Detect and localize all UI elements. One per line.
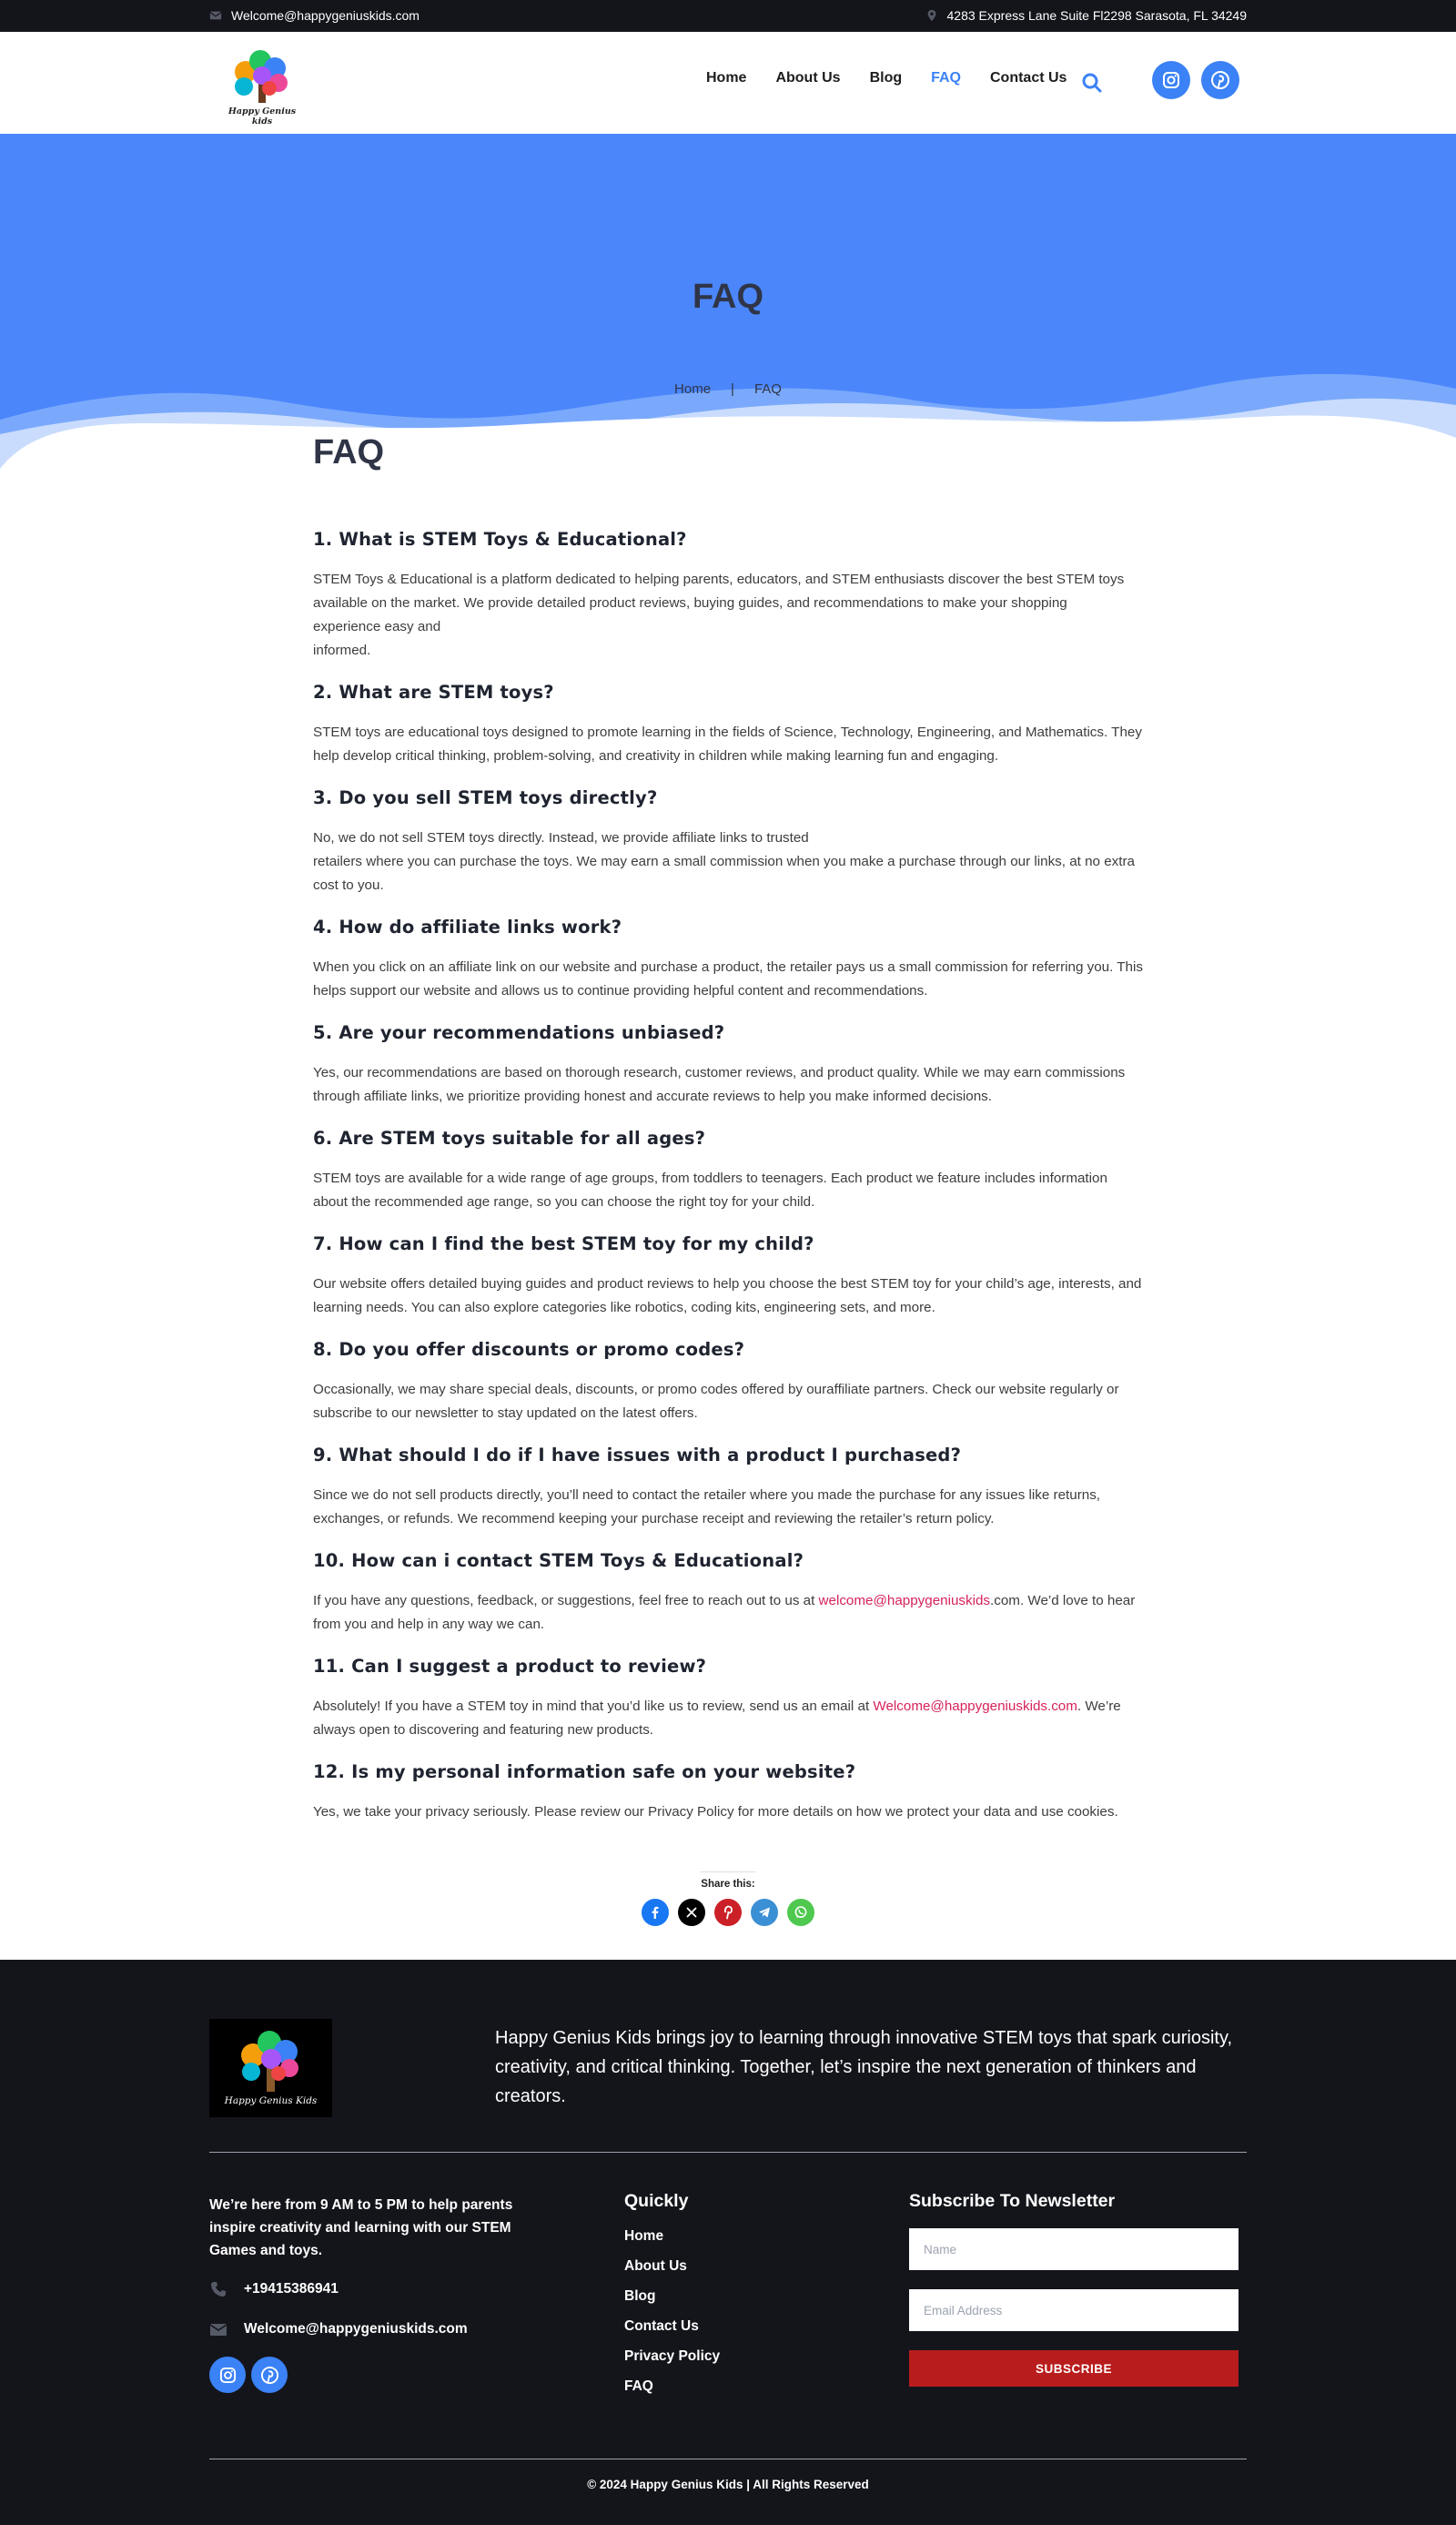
faq-answer: Yes, our recommendations are based on thorough research, customer reviews, and product quality. While we may earn commissions through affiliate links, we prioritize providing honest and accurate reviews to help you make informed decisions. [313,1065,1126,1104]
faq-answer: STEM Toys & Educational is a platform dedicated to helping parents, educators, and STEM enthusiasts discover the best STEM toys available on the market. We provide detailed product reviews, buying guides, and recommendations to make your shopping experience easy and informed. [313,568,1132,663]
header-social [1152,61,1239,99]
faq-item [313,1445,1143,1531]
faq-item [313,1550,1143,1637]
instagram-icon [1162,71,1180,89]
footer-pinterest-button[interactable] [251,2357,288,2393]
newsletter-email-input[interactable]: Email Address [909,2289,1239,2331]
faq-item [313,682,1143,768]
footer-phone[interactable]: +19415386941 [209,2280,537,2298]
footer-divider [209,2152,1247,2153]
faq-item [313,917,1143,1003]
faq-question: 7. How can I find the best STEM toy for my child? [313,1233,814,1254]
faq-item [313,1656,1143,1742]
nav-faq[interactable]: FAQ [931,70,961,86]
topbar-address [925,8,1247,23]
faq-item [313,1128,1143,1214]
faq-item [313,787,1143,897]
pinterest-icon [722,1905,734,1920]
faq-item [313,1339,1143,1425]
nav-blog[interactable]: Blog [869,70,903,86]
subscribe-button[interactable]: SUBSCRIBE [909,2350,1239,2387]
footer-quick-links [624,2191,720,2408]
footer-link-faq[interactable]: FAQ [624,2378,653,2394]
pinterest-button[interactable] [1201,61,1239,99]
faq-answer: Absolutely! If you have a STEM toy in mind that you’d like us to review, send us an email at Welcome@happygeniuskids.com. We’re always open to discovering and featuring new products. [313,1699,1121,1738]
x-icon [685,1906,698,1919]
share-pinterest-button[interactable] [714,1899,742,1926]
whatsapp-icon [794,1905,808,1920]
faq-answer: Since we do not sell products directly, you’ll need to contact the retailer where you made the purchase for any issues like returns, exchanges, or refunds. We recommend keeping your purchase receipt and reviewing the retailer’s return policy. [313,1487,1101,1526]
footer-link-blog[interactable]: Blog [624,2288,656,2304]
share-x-button[interactable] [678,1899,705,1926]
faq-question: 4. How do affiliate links work? [313,917,622,938]
nav-contact-us[interactable]: Contact Us [990,70,1067,86]
faq-answer: Yes, we take your privacy seriously. Please review our Privacy Policy for more details on how we protect your data and use cookies. [313,1804,1118,1820]
topbar-email[interactable] [209,8,420,23]
map-pin-icon [925,9,938,22]
instagram-icon [219,2367,237,2384]
share-telegram-button[interactable] [751,1899,778,1926]
faq-question: 1. What is STEM Toys & Educational? [313,529,687,550]
envelope-icon [209,2320,228,2338]
search-icon[interactable] [1081,72,1103,94]
newsletter-title: Subscribe To Newsletter [909,2191,1116,2211]
share-section [0,1871,1456,1926]
faq-answer: When you click on an affiliate link on our website and purchase a product, the retailer pays us a small commission for referring you. This helps support our website and allows us to continue providing helpful content and recommendations. [313,959,1143,999]
newsletter-name-input[interactable]: Name [909,2228,1239,2270]
topbar-address-text: 4283 Express Lane Suite Fl2298 Sarasota, FL 34249 [946,8,1247,23]
footer-tagline: Happy Genius Kids brings joy to learning through innovative STEM toys that spark curiosity, creativity, and critical thinking. Together, let’s inspire the next generation of thinkers and creators. [495,2028,1233,2106]
footer-social [209,2357,537,2393]
site-logo[interactable] [218,45,306,127]
copyright-text: © 2024 Happy Genius Kids | All Rights Reserved [587,2478,869,2491]
pinterest-icon [260,2366,279,2385]
faq-item [313,1233,1143,1320]
suggest-email-link[interactable]: Welcome@happygeniuskids.com [873,1699,1077,1714]
faq-answer: STEM toys are educational toys designed to promote learning in the fields of Science, Technology, Engineering, and Mathematics. They help develop critical thinking, problem-solving, and creativity in children while making learning fun and engaging. [313,725,1142,764]
topbar-email-text[interactable]: Welcome@happygeniuskids.com [231,8,420,23]
faq-question: 3. Do you sell STEM toys directly? [313,787,658,808]
footer-logo-text: Happy Genius Kids [224,2095,318,2106]
site-header [0,32,1456,134]
faq-answer: Our website offers detailed buying guides and product reviews to help you choose the best STEM toy for your child’s age, interests, and learning needs. You can also explore categories like robotics, coding kits, engineering sets, and more. [313,1276,1142,1315]
pinterest-icon [1210,70,1230,90]
contact-email-link[interactable]: welcome@happygeniuskids [818,1593,991,1608]
footer-hours: We’re here from 9 AM to 5 PM to help parents inspire creativity and learning with our STEM Games and toys. [209,2197,513,2258]
faq-question: 9. What should I do if I have issues with a product I purchased? [313,1445,962,1465]
footer-link-about-us[interactable]: About Us [624,2258,687,2274]
faq-content [313,433,1143,1843]
logo-text: Happy Genius kids [228,106,297,127]
newsletter-form [909,2191,1239,2387]
faq-answer: No, we do not sell STEM toys directly. Instead, we provide affiliate links to trusted retailers where you can purchase the toys. We may earn a small commission when you make a purchase through our links, at no extra cost to you. [313,830,1135,893]
faq-answer: Occasionally, we may share special deals, discounts, or promo codes offered by ouraffiliate partners. Check our website regularly or subscribe to our newsletter to stay updated on the latest offers. [313,1382,1119,1421]
breadcrumb-home[interactable]: Home [674,381,712,397]
page-hero [0,134,1456,480]
faq-item [313,529,1143,663]
footer-instagram-button[interactable] [209,2357,246,2393]
breadcrumb-current: FAQ [753,381,782,397]
main-nav [706,70,1067,86]
footer-link-home[interactable]: Home [624,2228,664,2244]
faq-answer-continued: informed. [313,643,371,658]
faq-question: 11. Can I suggest a product to review? [313,1656,707,1677]
breadcrumb-separator: | [731,381,734,397]
footer-link-privacy-policy[interactable]: Privacy Policy [624,2348,721,2364]
footer-contact-column [209,2194,537,2393]
quick-links-title: Quickly [624,2191,689,2211]
share-buttons [0,1899,1456,1926]
nav-about-us[interactable]: About Us [775,70,841,86]
page-title: FAQ [313,433,385,472]
share-label: Share this: [701,1871,754,1890]
envelope-icon [209,9,222,22]
telegram-icon [757,1905,772,1920]
faq-question: 2. What are STEM toys? [313,682,554,703]
faq-question: 6. Are STEM toys suitable for all ages? [313,1128,706,1149]
phone-icon [209,2280,228,2298]
faq-answer: STEM toys are available for a wide range of age groups, from toddlers to teenagers. Each product we feature includes information about the recommended age range, so you can choose the right toy for your child. [313,1171,1107,1210]
footer-logo[interactable] [209,2019,332,2117]
faq-question: 8. Do you offer discounts or promo codes? [313,1339,745,1360]
faq-question: 10. How can i contact STEM Toys & Educational? [313,1550,804,1571]
nav-home[interactable]: Home [706,70,747,86]
footer-email[interactable]: Welcome@happygeniuskids.com [209,2320,537,2338]
facebook-icon [648,1905,662,1920]
breadcrumb [0,381,1456,397]
faq-answer: If you have any questions, feedback, or suggestions, feel free to reach out to us at welcome@happygeniuskids.com. We’d love to hear from you and help in any way we can. [313,1593,1136,1632]
share-whatsapp-button[interactable] [787,1899,814,1926]
top-bar [0,0,1456,32]
faq-item [313,1761,1143,1824]
footer-link-contact-us[interactable]: Contact Us [624,2318,699,2334]
faq-item [313,1022,1143,1109]
hero-title: FAQ [692,278,764,316]
site-footer [0,1960,1456,2525]
instagram-button[interactable] [1152,61,1190,99]
faq-question: 5. Are your recommendations unbiased? [313,1022,725,1043]
share-facebook-button[interactable] [642,1899,669,1926]
faq-question: 12. Is my personal information safe on your website? [313,1761,856,1782]
